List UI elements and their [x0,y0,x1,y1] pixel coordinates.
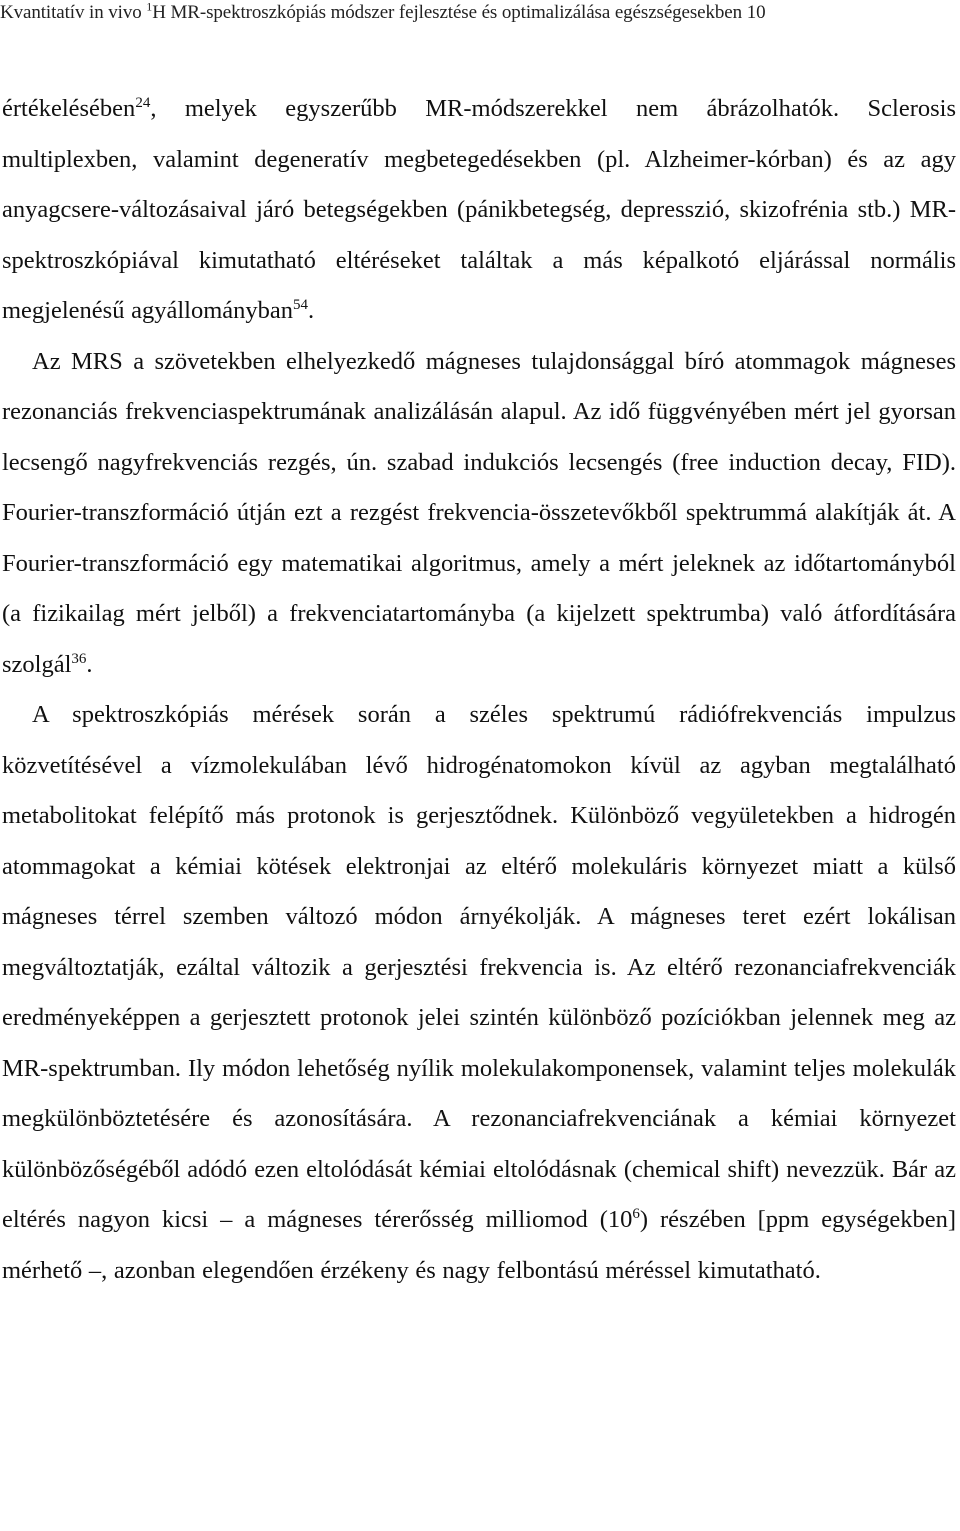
paragraph-text: , melyek egyszerűbb MR-módszerekkel nem ábrázolhatók. Sclerosis multiplexben, valamint degeneratív megbetegedésekben (pl. Alzheimer-kórban) és az agy anyagcsere-változásaival járó betegségekben (pánikbetegség, depresszió, skizofrénia stb.) MR-spektroszkópiával kimutatható eltéréseket találtak a más képalkotó eljárással normális megjelenésű agyállományban [2,95,956,324]
paragraph-text: . [308,297,315,324]
paragraph-text: értékelésében [2,95,136,122]
paragraph [2,690,956,1296]
body-text [2,84,956,1296]
header-title-superscript: 1 [146,0,153,14]
paragraph [2,84,956,337]
paragraph [2,337,956,691]
paragraph-text: A spektroszkópiás mérések során a széles spektrumú rádiófrekvenciás impulzus közvetítésével a vízmolekulában lévő hidrogénatomokon kívül az agyban megtalálható metabolitokat felépítő más protonok is gerjesztődnek. Különböző vegyületekben a hidrogén atommagokat a kémiai kötések elektronjai az eltérő molekuláris környezet miatt a külső mágneses térrel szemben változó módon árnyékolják. A mágneses teret ezért lokálisan megváltoztatják, ezáltal változik a gerjesztési frekvencia is. Az eltérő rezonanciafrekvenciák eredményeképpen a gerjesztett protonok jelei szintén különböző pozíciókban jelennek meg az MR-spektrumban. Ily módon lehetőség nyílik molekulakomponensek, valamint teljes molekulák megkülönböztetésére és azonosítására. A rezonanciafrekvenciának a kémiai környezet különbözőségéből adódó ezen eltolódását kémiai eltolódásnak (chemical shift) nevezzük. Bár az eltérés nagyon kicsi – a mágneses térerősség milliomod (10 [2,701,956,1233]
citation-superscript: 54 [293,296,308,313]
running-header [0,0,960,26]
citation-superscript: 6 [632,1205,640,1222]
citation-superscript: 36 [71,650,87,667]
paragraph-text: Az MRS a szövetekben elhelyezkedő mágneses tulajdonsággal bíró atommagok mágneses rezonanciás frekvenciaspektrumának analizálásán alapul. Az idő függvényében mért jel gyorsan lecsengő nagyfrekvenciás rezgés, ún. szabad indukciós lecsengés (free induction decay, FID). Fourier-transzformáció útján ezt a rezgést frekvencia-összetevőkből spektrummá alakítják át. A Fourier-transzformáció egy matematikai algoritmus, amely a mért jeleknek az időtartományból (a fizikailag mért jelből) a frekvenciatartományba (a kijelzett spektrumba) való átfordítására szolgál [2,347,956,678]
paragraph-text: ) részében [ppm egységekben] mérhető –, azonban elegendően érzékeny és nagy felbontású méréssel kimutatható. [2,1206,957,1284]
header-title: Kvantitatív in vivo $^1$H MR-spektroszkópiás módszer fejlesztése és optimalizálása egészségesekben [0,0,743,23]
paragraph-text: . [86,650,93,678]
page-number: 10 [746,2,766,23]
citation-superscript: 24 [135,94,151,111]
